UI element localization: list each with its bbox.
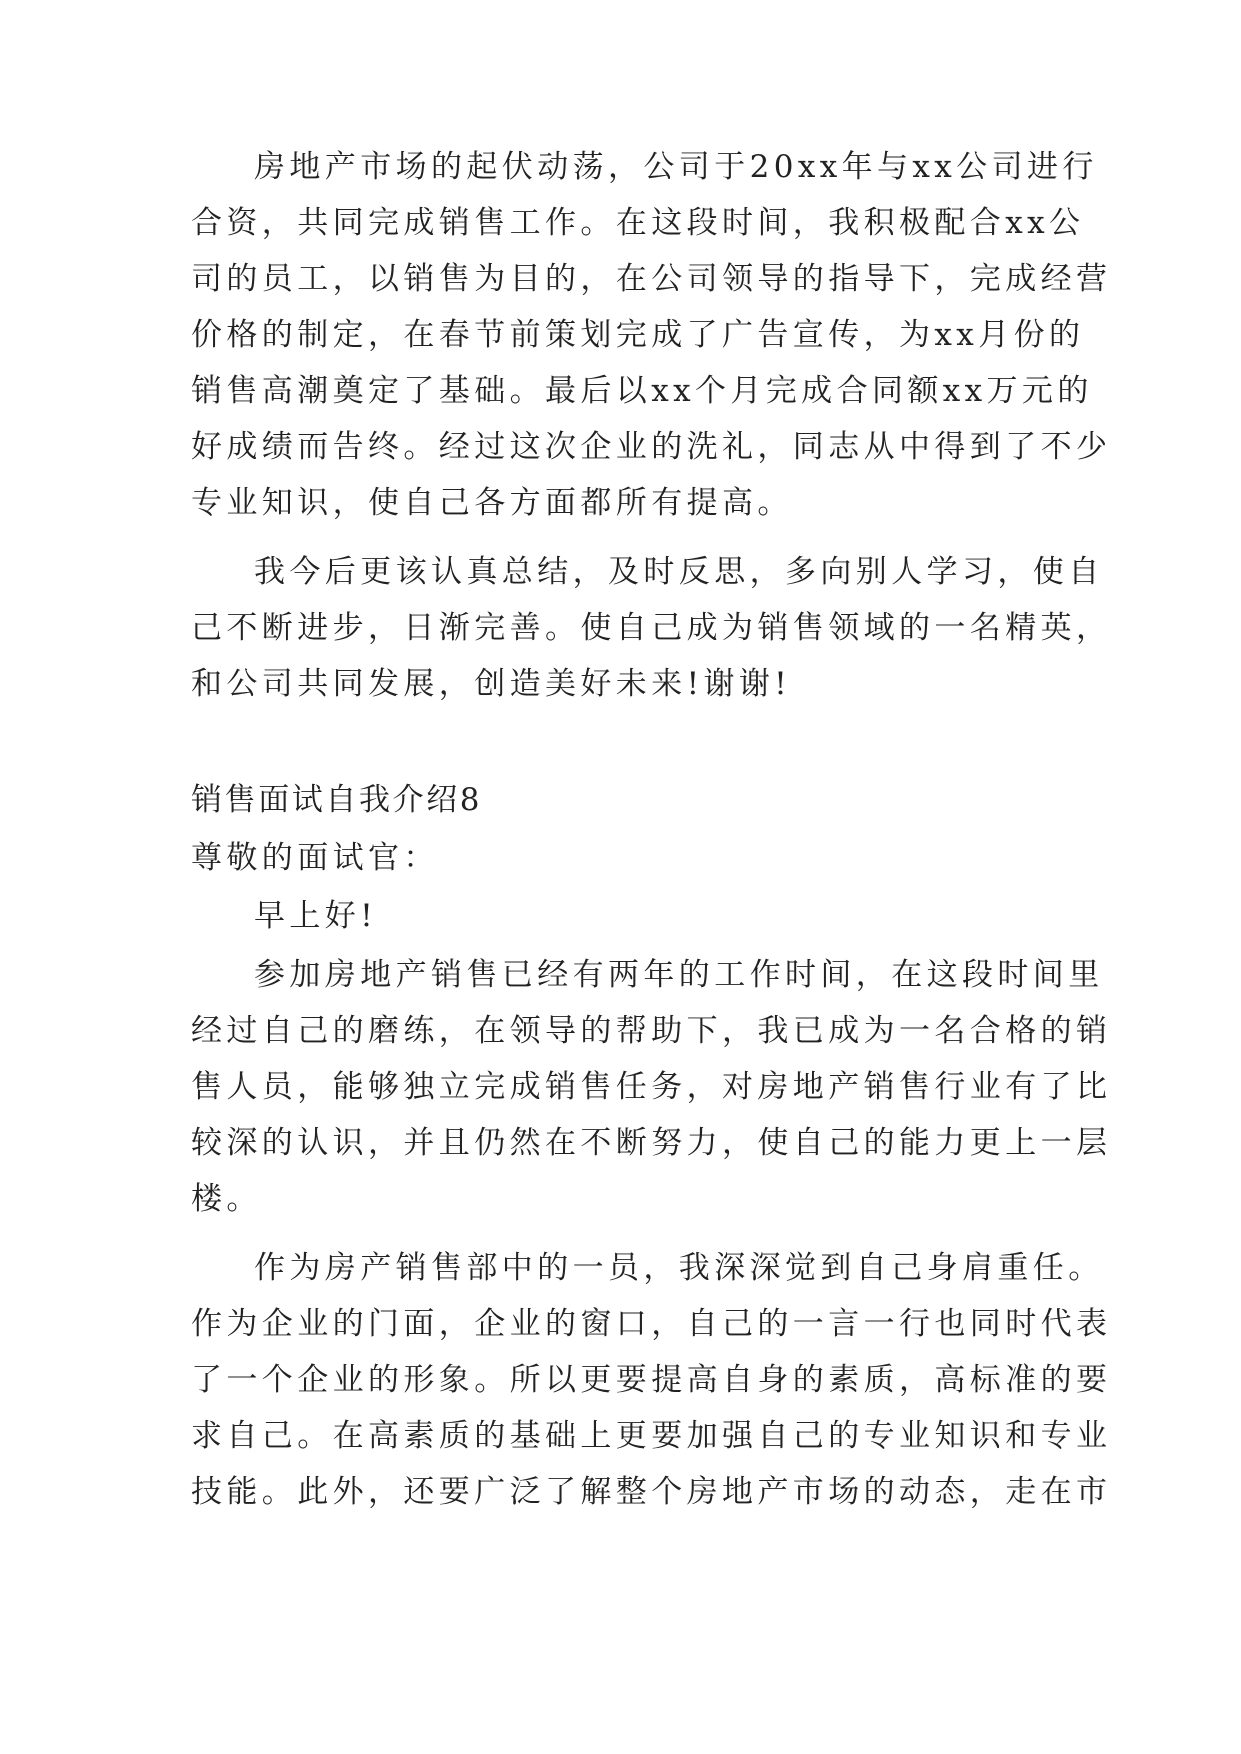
greeting: 早上好!	[254, 898, 378, 934]
paragraph-3-line-2: 经过自己的磨练，在领导的帮助下，我已成为一名合格的销	[191, 1013, 1112, 1049]
paragraph-1-line-3: 司的员工，以销售为目的，在公司领导的指导下，完成经营	[191, 261, 1112, 297]
paragraph-1-line-6: 好成绩而告终。经过这次企业的洗礼，同志从中得到了不少	[191, 429, 1112, 465]
paragraph-3-line-3: 售人员，能够独立完成销售任务，对房地产销售行业有了比	[191, 1069, 1112, 1105]
paragraph-2-line-1: 我今后更该认真总结，及时反思，多向别人学习，使自	[254, 554, 1104, 590]
section-title: 销售面试自我介绍8	[191, 782, 483, 818]
paragraph-2-line-2: 己不断进步，日渐完善。使自己成为销售领域的一名精英，	[191, 610, 1112, 646]
paragraph-4-line-5: 技能。此外，还要广泛了解整个房地产市场的动态，走在市	[191, 1474, 1112, 1510]
paragraph-4-line-3: 了一个企业的形象。所以更要提高自身的素质，高标准的要	[191, 1362, 1112, 1398]
paragraph-1-line-7: 专业知识，使自己各方面都所有提高。	[191, 485, 793, 521]
paragraph-2-line-3: 和公司共同发展，创造美好未来!谢谢!	[191, 666, 792, 702]
salutation: 尊敬的面试官：	[191, 840, 439, 876]
paragraph-3-line-4: 较深的认识，并且仍然在不断努力，使自己的能力更上一层	[191, 1125, 1112, 1161]
paragraph-3-line-5: 楼。	[191, 1181, 262, 1217]
paragraph-4-line-4: 求自己。在高素质的基础上更要加强自己的专业知识和专业	[191, 1418, 1112, 1454]
paragraph-1-line-4: 价格的制定，在春节前策划完成了广告宣传，为xx月份的	[191, 317, 1085, 353]
paragraph-3-line-1: 参加房地产销售已经有两年的工作时间，在这段时间里	[254, 957, 1104, 993]
paragraph-4-line-2: 作为企业的门面，企业的窗口，自己的一言一行也同时代表	[191, 1306, 1112, 1342]
paragraph-1-line-1: 房地产市场的起伏动荡，公司于20xx年与xx公司进行	[254, 149, 1098, 185]
paragraph-1-line-5: 销售高潮奠定了基础。最后以xx个月完成合同额xx万元的	[191, 373, 1093, 409]
paragraph-1-line-2: 合资，共同完成销售工作。在这段时间，我积极配合xx公	[191, 205, 1085, 241]
paragraph-4-line-1: 作为房产销售部中的一员，我深深觉到自己身肩重任。	[254, 1250, 1104, 1286]
